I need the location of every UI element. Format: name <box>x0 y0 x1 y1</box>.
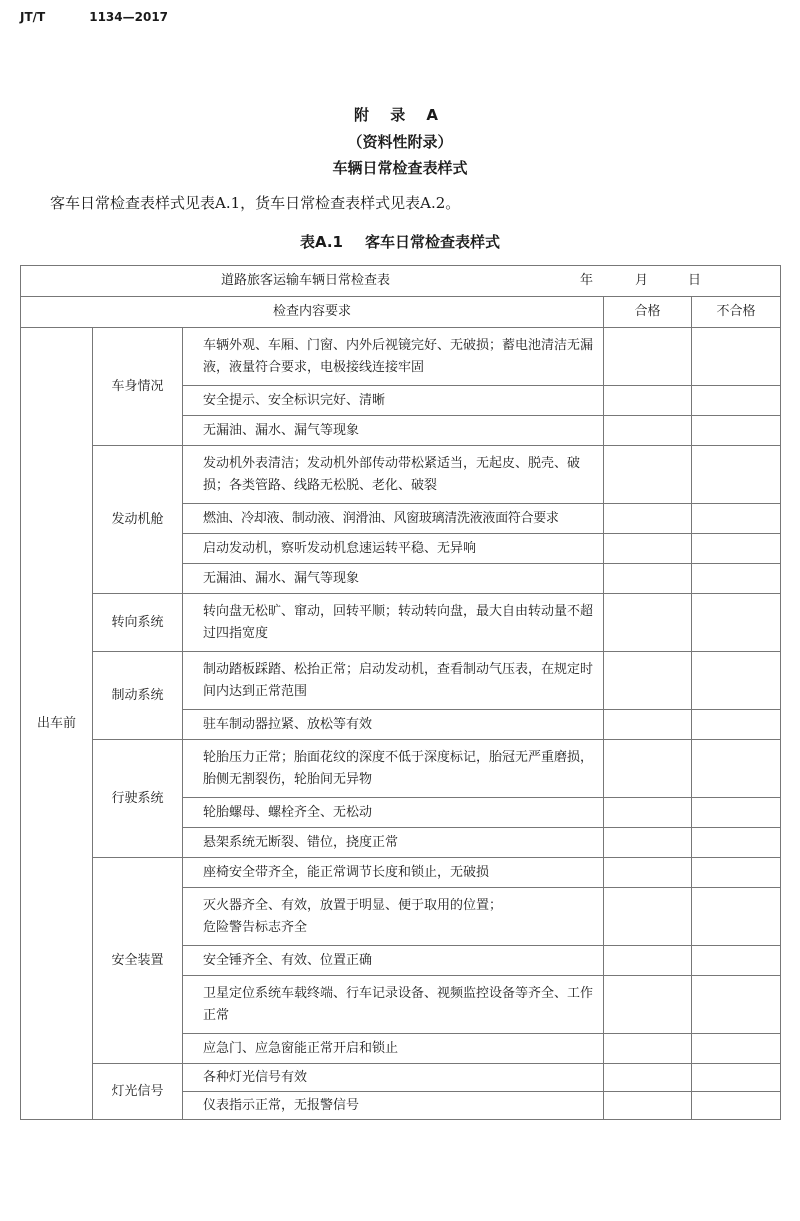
inspection-table <box>20 265 781 1120</box>
fail-cell[interactable] <box>692 504 781 534</box>
pass-cell[interactable] <box>604 564 692 594</box>
pass-cell[interactable] <box>604 504 692 534</box>
pass-cell[interactable] <box>604 1034 692 1064</box>
group-safety: 安全装置 <box>93 858 183 1064</box>
date-day: 日 <box>688 273 702 288</box>
fail-cell[interactable] <box>692 798 781 828</box>
date-year: 年 <box>580 273 594 288</box>
pass-cell[interactable] <box>604 328 692 386</box>
standard-code: JT/T <box>20 10 46 24</box>
pass-cell[interactable] <box>604 1064 692 1092</box>
group-steering: 转向系统 <box>93 594 183 652</box>
fail-cell[interactable] <box>692 1064 781 1092</box>
pass-cell[interactable] <box>604 594 692 652</box>
group-body: 车身情况 <box>93 328 183 446</box>
check-item: 启动发动机，察听发动机怠速运转平稳、无异响 <box>183 534 604 564</box>
check-item: 车辆外观、车厢、门窗、内外后视镜完好、无破损；蓄电池清洁无漏液，液量符合要求，电极接线连接牢固 <box>183 328 604 386</box>
group-running: 行驶系统 <box>93 740 183 858</box>
check-item-line: 危险警告标志齐全 <box>203 919 308 935</box>
pass-cell[interactable] <box>604 946 692 976</box>
check-item: 燃油、冷却液、制动液、润滑油、风窗玻璃清洗液液面符合要求 <box>183 504 604 534</box>
pass-cell[interactable] <box>604 1092 692 1120</box>
check-item-line: 灭火器齐全、有效，放置于明显、便于取用的位置； <box>203 897 503 913</box>
check-item: 仪表指示正常，无报警信号 <box>183 1092 604 1120</box>
pass-cell[interactable] <box>604 798 692 828</box>
appendix-title: 附 录 A <box>353 106 447 124</box>
fail-cell[interactable] <box>692 652 781 710</box>
form-title-row <box>21 266 781 297</box>
fail-cell[interactable] <box>692 946 781 976</box>
header-fail: 不合格 <box>692 297 781 328</box>
fail-cell[interactable] <box>692 386 781 416</box>
check-item: 轮胎螺母、螺栓齐全、无松动 <box>183 798 604 828</box>
pass-cell[interactable] <box>604 534 692 564</box>
pass-cell[interactable] <box>604 416 692 446</box>
group-brake: 制动系统 <box>93 652 183 740</box>
check-item: 轮胎压力正常；胎面花纹的深度不低于深度标记，胎冠无严重磨损，胎侧无割裂伤，轮胎间无异物 <box>183 740 604 798</box>
check-item: 座椅安全带齐全，能正常调节长度和锁止，无破损 <box>183 858 604 888</box>
pass-cell[interactable] <box>604 710 692 740</box>
check-item: 无漏油、漏水、漏气等现象 <box>183 416 604 446</box>
check-item: 无漏油、漏水、漏气等现象 <box>183 564 604 594</box>
appendix-heading: 车辆日常检查表样式 <box>332 159 468 177</box>
pass-cell[interactable] <box>604 888 692 946</box>
check-item: 转向盘无松旷、窜动，回转平顺；转动转向盘，最大自由转动量不超过四指宽度 <box>183 594 604 652</box>
phase-cell: 出车前 <box>21 328 93 1120</box>
header-content: 检查内容要求 <box>21 297 604 328</box>
fail-cell[interactable] <box>692 976 781 1034</box>
pass-cell[interactable] <box>604 976 692 1034</box>
pass-cell[interactable] <box>604 828 692 858</box>
check-item: 安全提示、安全标识完好、清晰 <box>183 386 604 416</box>
fail-cell[interactable] <box>692 888 781 946</box>
fail-cell[interactable] <box>692 828 781 858</box>
pass-cell[interactable] <box>604 740 692 798</box>
header-pass: 合格 <box>604 297 692 328</box>
check-item: 应急门、应急窗能正常开启和锁止 <box>183 1034 604 1064</box>
fail-cell[interactable] <box>692 740 781 798</box>
table-number: 表A.1 <box>299 233 343 251</box>
fail-cell[interactable] <box>692 446 781 504</box>
pass-cell[interactable] <box>604 858 692 888</box>
pass-cell[interactable] <box>604 386 692 416</box>
check-item: 各种灯光信号有效 <box>183 1064 604 1092</box>
table-title: 客车日常检查表样式 <box>365 233 501 251</box>
fail-cell[interactable] <box>692 416 781 446</box>
pass-cell[interactable] <box>604 446 692 504</box>
fail-cell[interactable] <box>692 564 781 594</box>
date-month: 月 <box>635 273 649 288</box>
fail-cell[interactable] <box>692 1034 781 1064</box>
form-title: 道路旅客运输车辆日常检查表 <box>221 273 391 288</box>
check-item: 制动踏板踩踏、松抬正常；启动发动机，查看制动气压表，在规定时间内达到正常范围 <box>183 652 604 710</box>
check-item <box>183 888 604 946</box>
fail-cell[interactable] <box>692 534 781 564</box>
standard-number: 1134—2017 <box>89 10 169 24</box>
group-engine: 发动机舱 <box>93 446 183 594</box>
check-item: 卫星定位系统车载终端、行车记录设备、视频监控设备等齐全、工作正常 <box>183 976 604 1034</box>
check-item: 发动机外表清洁；发动机外部传动带松紧适当，无起皮、脱壳、破损；各类管路、线路无松脱、老化、破裂 <box>183 446 604 504</box>
group-lights: 灯光信号 <box>93 1064 183 1120</box>
page-header <box>20 10 212 24</box>
intro-paragraph: 客车日常检查表样式见表A.1，货车日常检查表样式见表A.2。 <box>50 194 461 212</box>
fail-cell[interactable] <box>692 710 781 740</box>
fail-cell[interactable] <box>692 328 781 386</box>
pass-cell[interactable] <box>604 652 692 710</box>
fail-cell[interactable] <box>692 1092 781 1120</box>
check-item: 悬架系统无断裂、错位，挠度正常 <box>183 828 604 858</box>
table-caption <box>0 231 800 252</box>
fail-cell[interactable] <box>692 594 781 652</box>
check-item: 安全锤齐全、有效、位置正确 <box>183 946 604 976</box>
appendix-subtitle: （资料性附录） <box>347 133 453 151</box>
fail-cell[interactable] <box>692 858 781 888</box>
check-item: 驻车制动器拉紧、放松等有效 <box>183 710 604 740</box>
